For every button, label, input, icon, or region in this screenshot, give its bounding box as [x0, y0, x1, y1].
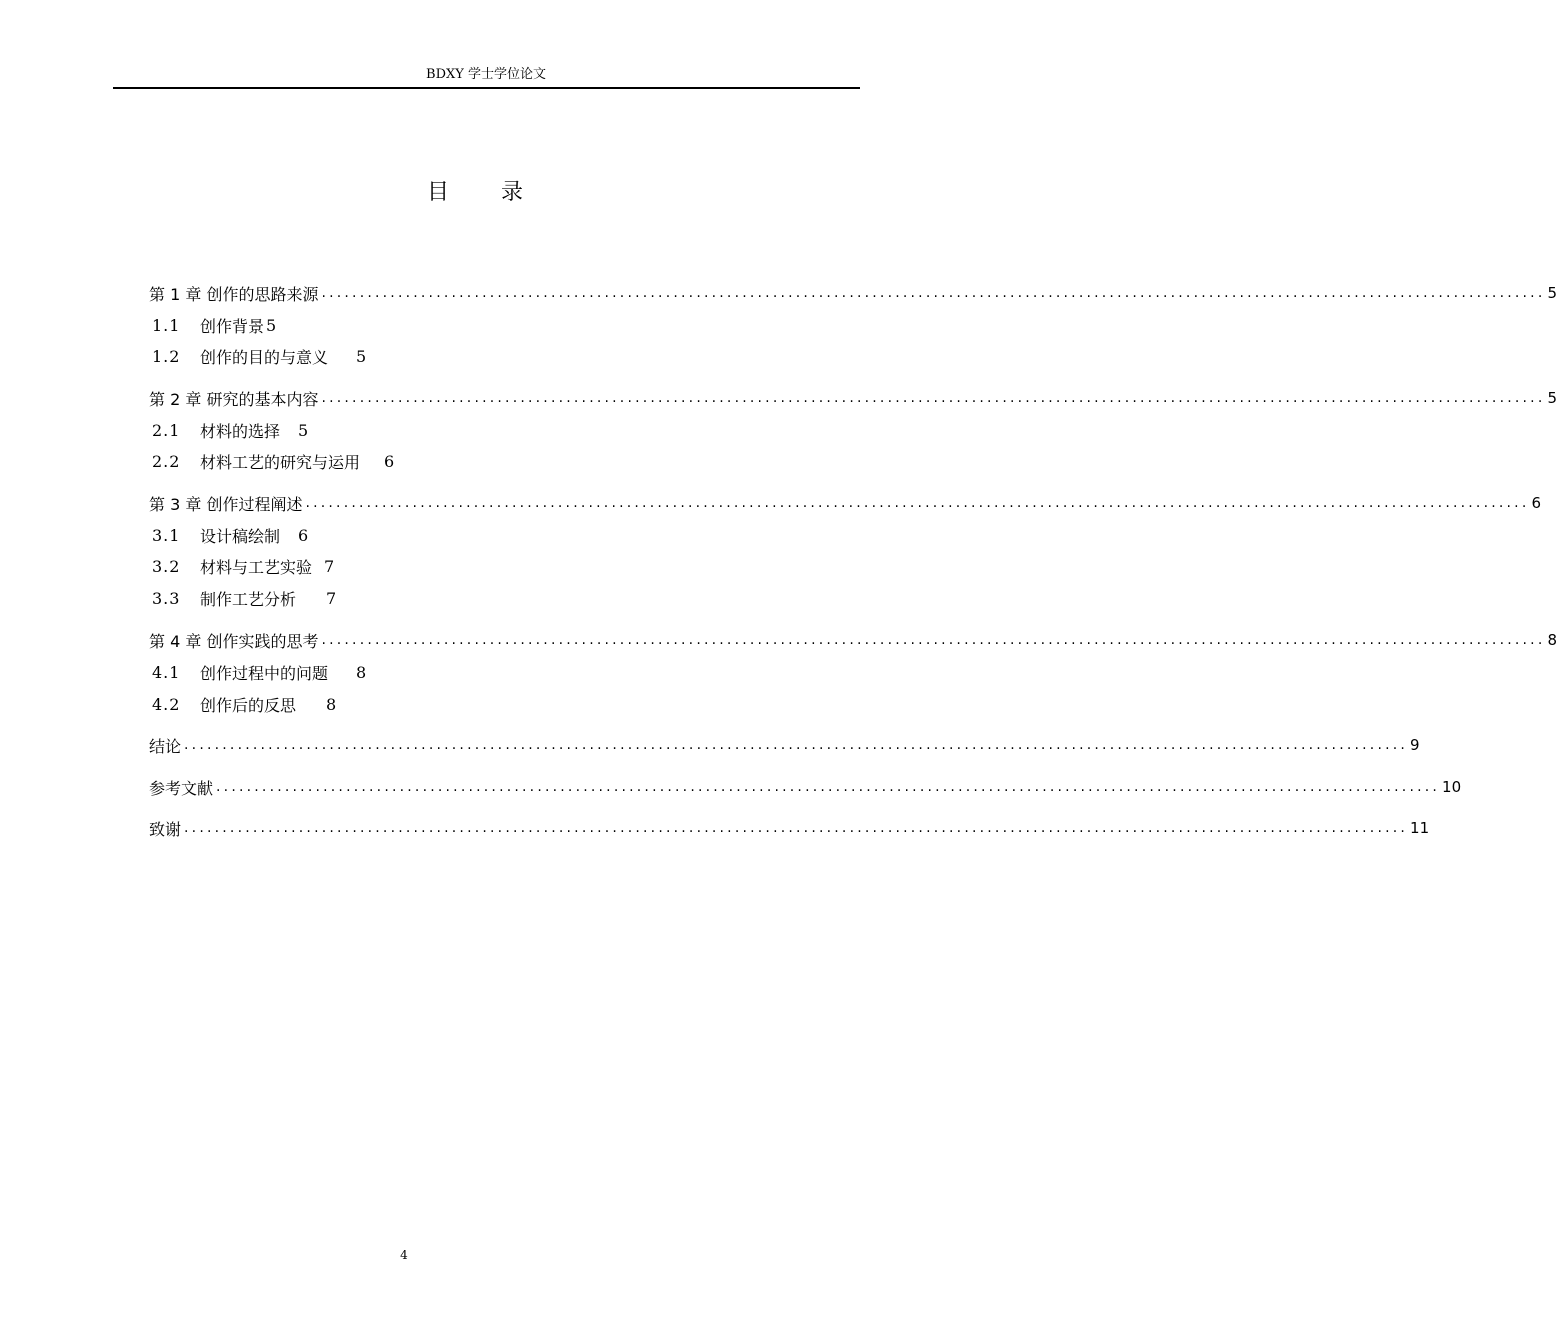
toc-page-number: 5 [1547, 284, 1557, 302]
toc-section-3-2[interactable] [149, 553, 863, 579]
toc-section-2-1[interactable] [149, 417, 863, 443]
toc-references[interactable] [149, 774, 1462, 800]
dot-leader: ................................................................................................................................................................ [321, 285, 1546, 301]
toc-page-number: 7 [324, 556, 335, 576]
toc-entry-label: 创作的目的与意义 [200, 347, 329, 367]
toc-entry-label: 创作背景 [200, 316, 265, 336]
toc-section-1-1[interactable] [149, 312, 863, 338]
toc-entry-label: 设计稿绘制 [200, 526, 281, 546]
toc-section-number: 1.2 [152, 346, 181, 366]
toc-section-3-1[interactable] [149, 522, 863, 548]
dot-leader: ................................................................................................................................................................ [321, 632, 1546, 648]
toc-section-2-2[interactable] [149, 448, 863, 474]
toc-entry-label: 材料工艺的研究与运用 [200, 452, 361, 472]
toc-page-number: 7 [326, 588, 337, 608]
toc-conclusion[interactable] [149, 732, 1420, 758]
toc-entry-label: 第 4 章 创作实践的思考 [149, 631, 319, 651]
toc-section-4-2[interactable] [149, 691, 863, 717]
running-header: BDXY 学士学位论文 [426, 67, 546, 82]
dot-leader: ................................................................................................................................................................ [321, 390, 1546, 406]
toc-page-number: 6 [1531, 494, 1542, 512]
toc-page-number: 8 [326, 694, 337, 714]
toc-section-number: 2.2 [152, 451, 181, 471]
toc-page-number: 11 [1410, 819, 1430, 837]
toc-entry-label: 第 1 章 创作的思路来源 [149, 284, 319, 304]
toc-chapter-2[interactable] [149, 385, 1557, 411]
toc-entry-label: 第 3 章 创作过程阐述 [149, 494, 303, 514]
toc-section-number: 2.1 [152, 420, 181, 440]
header-rule [113, 87, 860, 89]
toc-page-number: 5 [356, 346, 367, 366]
dot-leader: ................................................................................................................................................................ [184, 737, 1409, 753]
toc-chapter-4[interactable] [149, 627, 1557, 653]
toc-entry-label: 第 2 章 研究的基本内容 [149, 389, 319, 409]
toc-entry-label: 结论 [149, 736, 182, 756]
toc-page-number: 5 [1547, 389, 1557, 407]
toc-section-4-1[interactable] [149, 659, 863, 685]
dot-leader: ................................................................................................................................................................ [305, 495, 1530, 511]
toc-page-number: 8 [356, 662, 367, 682]
toc-page-number: 8 [1547, 631, 1557, 649]
toc-chapter-3[interactable] [149, 490, 1542, 516]
page-number: 4 [400, 1248, 408, 1262]
toc-entry-label: 参考文献 [149, 778, 214, 798]
toc-page-number: 6 [298, 525, 309, 545]
toc-page-number: 9 [1410, 736, 1420, 754]
toc-chapter-1[interactable] [149, 280, 1557, 306]
toc-page-number: 5 [266, 315, 277, 335]
dot-leader: ................................................................................................................................................................ [216, 779, 1441, 795]
dot-leader: ................................................................................................................................................................ [184, 820, 1409, 836]
toc-entry-label: 材料与工艺实验 [200, 557, 313, 577]
toc-section-number: 4.2 [152, 694, 181, 714]
toc-section-number: 3.2 [152, 556, 181, 576]
toc-section-1-2[interactable] [149, 343, 863, 369]
toc-page-number: 6 [384, 451, 395, 471]
toc-entry-label: 创作后的反思 [200, 695, 297, 715]
toc-section-number: 3.1 [152, 525, 181, 545]
toc-entry-label: 材料的选择 [200, 421, 281, 441]
toc-acknowledgements[interactable] [149, 815, 1430, 841]
toc-page-number: 5 [298, 420, 309, 440]
toc-entry-label: 致谢 [149, 819, 182, 839]
toc-entry-label: 制作工艺分析 [200, 589, 297, 609]
toc-entry-label: 创作过程中的问题 [200, 663, 329, 683]
toc-section-3-3[interactable] [149, 585, 863, 611]
toc-section-number: 3.3 [152, 588, 181, 608]
toc-title: 目录 [426, 180, 575, 205]
toc-page-number: 10 [1442, 778, 1462, 796]
toc-section-number: 4.1 [152, 662, 181, 682]
toc-section-number: 1.1 [152, 315, 181, 335]
